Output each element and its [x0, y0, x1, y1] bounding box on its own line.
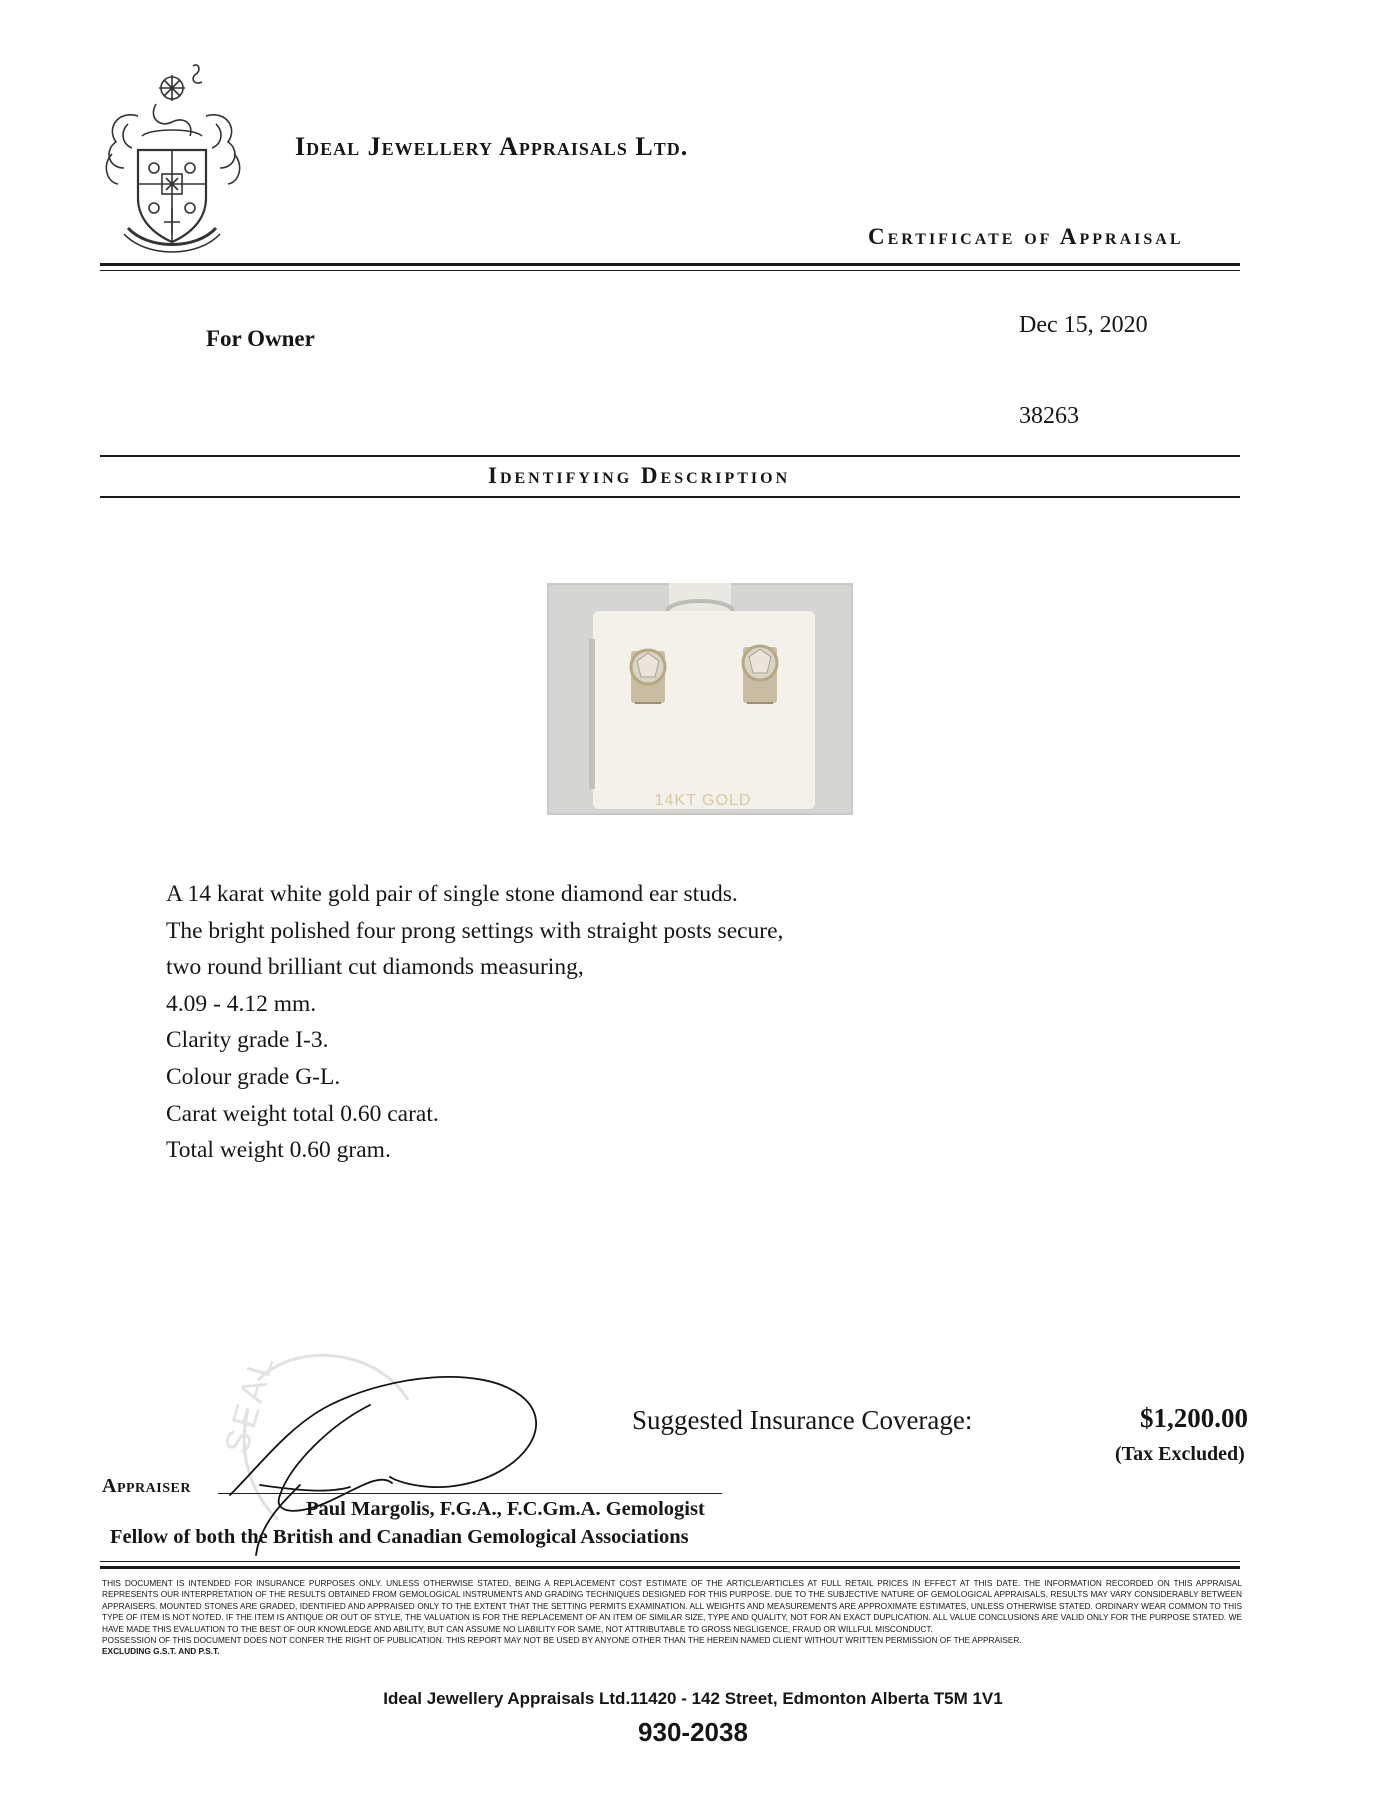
company-address: Ideal Jewellery Appraisals Ltd.11420 - 142 Street, Edmonton Alberta T5M 1V1: [383, 1689, 1003, 1708]
appraiser-name: Paul Margolis, F.G.A., F.C.Gm.A. Gemologist: [306, 1498, 705, 1520]
right-diamond-stud: [743, 646, 777, 703]
document-title: Certificate of Appraisal: [868, 224, 1184, 249]
description-line: Carat weight total 0.60 carat.: [166, 1100, 439, 1127]
reference-number: 38263: [1019, 403, 1079, 429]
company-name: Ideal Jewellery Appraisals Ltd.: [295, 132, 689, 161]
disclaimer-paragraph: EXCLUDING G.S.T. AND P.S.T.: [102, 1646, 220, 1657]
tax-note: (Tax Excluded): [1115, 1443, 1245, 1465]
item-description: [166, 876, 783, 1169]
earrings-photo: [547, 583, 853, 815]
appraiser-label: Appraiser: [102, 1475, 191, 1497]
legal-disclaimer: [102, 1578, 1242, 1658]
footer-rule-thick: [100, 1566, 1240, 1569]
appraiser-signature: [220, 1365, 560, 1555]
description-line: 4.09 - 4.12 mm.: [166, 990, 317, 1017]
section-rule-top: [100, 455, 1240, 457]
section-rule-bottom: [100, 496, 1240, 498]
appraisal-date: Dec 15, 2020: [1019, 312, 1148, 338]
card-gold-stamp: 14KT GOLD: [654, 792, 752, 809]
left-diamond-stud: [631, 650, 665, 703]
svg-text:SEAL: SEAL: [217, 1348, 283, 1458]
description-line: two round brilliant cut diamonds measuring,: [166, 954, 584, 981]
disclaimer-paragraph: POSSESSION OF THIS DOCUMENT DOES NOT CONFER THE RIGHT OF PUBLICATION. THIS REPORT MAY NOT BE USED BY ANYONE OTHER THAN THE HEREIN NAMED CLIENT WITHOUT WRITTEN PERMISSION OF THE APPRAISER.: [102, 1635, 1022, 1646]
description-line: Colour grade G-L.: [166, 1063, 341, 1090]
description-line: Clarity grade I-3.: [166, 1027, 329, 1054]
description-line: A 14 karat white gold pair of single stone diamond ear studs.: [166, 881, 738, 907]
header-rule-thick: [100, 263, 1240, 266]
description-line: Total weight 0.60 gram.: [166, 1137, 391, 1164]
description-line: The bright polished four prong settings with straight posts secure,: [166, 917, 784, 944]
footer-rule-thin: [100, 1561, 1240, 1562]
insurance-amount: $1,200.00: [1140, 1403, 1248, 1433]
appraiser-credentials: Fellow of both the British and Canadian Gemological Associations: [110, 1526, 689, 1548]
insurance-coverage-label: Suggested Insurance Coverage:: [632, 1405, 973, 1435]
company-phone: 930-2038: [638, 1717, 748, 1747]
disclaimer-paragraph: THIS DOCUMENT IS INTENDED FOR INSURANCE PURPOSES ONLY. UNLESS OTHERWISE STATED, BEING A REPLACEMENT COST ESTIMATE OF THE ARTICLE/ARTICLES AT FULL RETAIL PRICES IN EFFECT AT THIS DATE. THE INFORMATION RECORDED ON THIS APPRAISAL REPRESENTS OUR INTERPRETATION OF THE RESULTS OBTAINED FROM GEMOLOGICAL INSTRUMENTS AND GRADING TECHNIQUES DESIGNED FOR THIS PURPOSE. DUE TO THE SUBJECTIVE NATURE OF GEMOLOGICAL APPRAISALS, RESULTS MAY VARY CONSIDERABLY BETWEEN APPRAISERS. MOUNTED STONES ARE GRADED, IDENTIFIED AND APPRAISED ONLY TO THE EXTENT THAT THE SETTING PERMITS EXAMINATION. ALL WEIGHTS AND MEASUREMENTS ARE APPROXIMATE ESTIMATES, UNLESS OTHERWISE STATED. ORDINARY WEAR COMMON TO THIS TYPE OF ITEM IS NOT NOTED. IF THE ITEM IS ANTIQUE OR OUT OF STYLE, THE VALUATION IS FOR THE REPLACEMENT OF AN ITEM OF SIMILAR SIZE, TYPE AND QUALITY, NOT FOR AN EXACT DUPLICATION. ALL VALUE CONCLUSIONS ARE VALID ONLY FOR THE PURPOSE STATED. WE HAVE MADE THIS EVALUATION TO THE BEST OF OUR KNOWLEDGE AND ABILITY, BUT CAN ASSUME NO LIABILITY FOR SAME, NOT ATTRIBUTABLE TO GROSS NEGLIGENCE, FRAUD OR WILLFUL MISCONDUCT.: [102, 1578, 1242, 1634]
owner-label: For Owner: [206, 326, 315, 351]
coat-of-arms-logo: [98, 58, 248, 258]
section-heading: Identifying Description: [488, 463, 791, 488]
header-rule-thin: [100, 270, 1240, 271]
